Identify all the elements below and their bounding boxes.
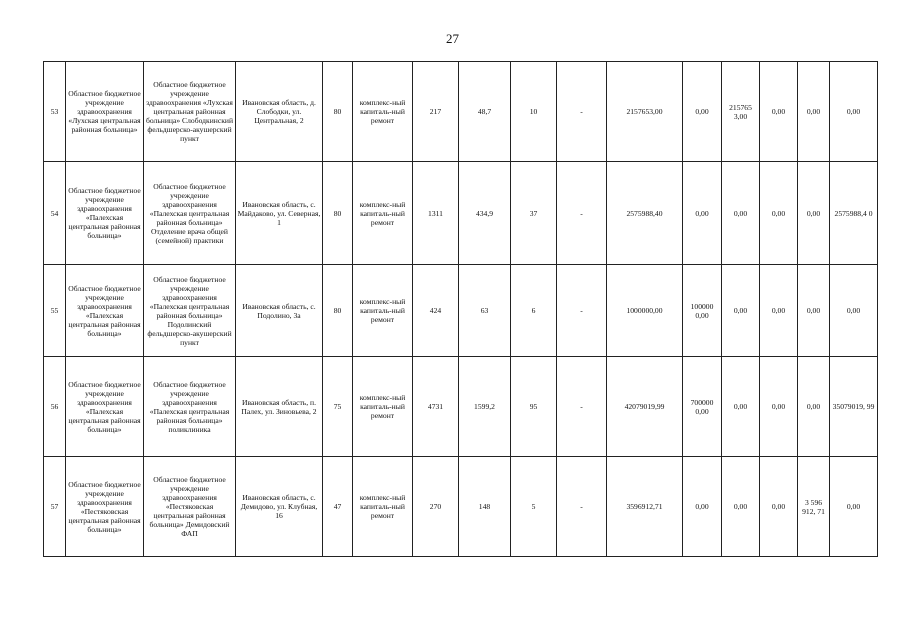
cell-area-2: 148 xyxy=(459,457,511,557)
cell-number: 54 xyxy=(44,162,66,265)
cell-count: 95 xyxy=(511,357,557,457)
cell-address: Ивановская область, с. Майдаково, ул. Северная, 1 xyxy=(236,162,323,265)
cell-fund-2: 0,00 xyxy=(722,357,760,457)
table-row xyxy=(44,357,878,457)
cell-area-2: 48,7 xyxy=(459,62,511,162)
cell-area: 4731 xyxy=(413,357,459,457)
cell-fund-3: 0,00 xyxy=(760,357,798,457)
cell-dash: - xyxy=(557,62,607,162)
cell-owner: Областное бюджетное учреждение здравоохранения «Палехская центральная районная больница» xyxy=(66,357,144,457)
cell-area: 424 xyxy=(413,265,459,357)
cell-area: 1311 xyxy=(413,162,459,265)
cell-fund-1: 0,00 xyxy=(683,457,722,557)
cell-address: Ивановская область, с. Демидово, ул. Клубная, 16 xyxy=(236,457,323,557)
cell-fund-3: 0,00 xyxy=(760,62,798,162)
cell-fund-5: 35079019, 99 xyxy=(830,357,878,457)
cell-count: 37 xyxy=(511,162,557,265)
cell-fund-2: 0,00 xyxy=(722,162,760,265)
cell-dash: - xyxy=(557,457,607,557)
cell-year: 80 xyxy=(323,265,353,357)
cell-dash: - xyxy=(557,357,607,457)
cell-area-2: 434,9 xyxy=(459,162,511,265)
cell-object: Областное бюджетное учреждение здравоохранения «Палехская центральная районная больница» Отделение врача общей (семейной) практики xyxy=(144,162,236,265)
cell-number: 57 xyxy=(44,457,66,557)
cell-fund-1: 100000 0,00 xyxy=(683,265,722,357)
cell-count: 5 xyxy=(511,457,557,557)
cell-address: Ивановская область, с. Подолино, 3а xyxy=(236,265,323,357)
cell-year: 75 xyxy=(323,357,353,457)
cell-total: 42079019,99 xyxy=(607,357,683,457)
registry-table xyxy=(43,61,878,557)
table-row xyxy=(44,162,878,265)
cell-dash: - xyxy=(557,162,607,265)
cell-area-2: 63 xyxy=(459,265,511,357)
cell-object: Областное бюджетное учреждение здравоохранения «Лухская центральная районная больница» Слободкинский фельдшерско-акушерский пункт xyxy=(144,62,236,162)
cell-fund-4: 3 596 912, 71 xyxy=(798,457,830,557)
cell-year: 80 xyxy=(323,62,353,162)
cell-dash: - xyxy=(557,265,607,357)
cell-owner: Областное бюджетное учреждение здравоохранения «Лухская центральная районная больница» xyxy=(66,62,144,162)
cell-address: Ивановская область, д. Слободки, ул. Центральная, 2 xyxy=(236,62,323,162)
cell-work-type: комплекс-ный капиталь-ный ремонт xyxy=(353,457,413,557)
cell-year: 80 xyxy=(323,162,353,265)
cell-number: 53 xyxy=(44,62,66,162)
page-number: 27 xyxy=(446,31,459,46)
cell-fund-4: 0,00 xyxy=(798,357,830,457)
cell-fund-5: 0,00 xyxy=(830,62,878,162)
cell-fund-5: 2575988,4 0 xyxy=(830,162,878,265)
cell-total: 3596912,71 xyxy=(607,457,683,557)
cell-work-type: комплекс-ный капиталь-ный ремонт xyxy=(353,357,413,457)
cell-owner: Областное бюджетное учреждение здравоохранения «Палехская центральная районная больница» xyxy=(66,265,144,357)
cell-owner: Областное бюджетное учреждение здравоохранения «Пестяковская центральная районная больница» xyxy=(66,457,144,557)
cell-year: 47 xyxy=(323,457,353,557)
cell-fund-1: 0,00 xyxy=(683,162,722,265)
cell-number: 56 xyxy=(44,357,66,457)
cell-fund-4: 0,00 xyxy=(798,162,830,265)
cell-total: 1000000,00 xyxy=(607,265,683,357)
cell-number: 55 xyxy=(44,265,66,357)
cell-area: 270 xyxy=(413,457,459,557)
cell-object: Областное бюджетное учреждение здравоохранения «Пестяковская центральная районная больница» Демидовский ФАП xyxy=(144,457,236,557)
cell-count: 6 xyxy=(511,265,557,357)
cell-area: 217 xyxy=(413,62,459,162)
table-row xyxy=(44,457,878,557)
cell-fund-1: 700000 0,00 xyxy=(683,357,722,457)
cell-fund-2: 0,00 xyxy=(722,457,760,557)
cell-fund-5: 0,00 xyxy=(830,265,878,357)
cell-address: Ивановская область, п. Палех, ул. Зиновьева, 2 xyxy=(236,357,323,457)
cell-area-2: 1599,2 xyxy=(459,357,511,457)
cell-fund-4: 0,00 xyxy=(798,265,830,357)
cell-fund-4: 0,00 xyxy=(798,62,830,162)
cell-work-type: комплекс-ный капиталь-ный ремонт xyxy=(353,62,413,162)
cell-fund-2: 215765 3,00 xyxy=(722,62,760,162)
table-row xyxy=(44,265,878,357)
cell-object: Областное бюджетное учреждение здравоохранения «Палехская центральная районная больница» поликлиника xyxy=(144,357,236,457)
cell-total: 2157653,00 xyxy=(607,62,683,162)
cell-total: 2575988,40 xyxy=(607,162,683,265)
cell-fund-3: 0,00 xyxy=(760,162,798,265)
cell-work-type: комплекс-ный капиталь-ный ремонт xyxy=(353,162,413,265)
table-row xyxy=(44,62,878,162)
cell-fund-5: 0,00 xyxy=(830,457,878,557)
cell-work-type: комплекс-ный капиталь-ный ремонт xyxy=(353,265,413,357)
cell-fund-3: 0,00 xyxy=(760,457,798,557)
cell-owner: Областное бюджетное учреждение здравоохранения «Палехская центральная районная больница» xyxy=(66,162,144,265)
cell-fund-2: 0,00 xyxy=(722,265,760,357)
cell-fund-3: 0,00 xyxy=(760,265,798,357)
cell-fund-1: 0,00 xyxy=(683,62,722,162)
cell-object: Областное бюджетное учреждение здравоохранения «Палехская центральная районная больница» Подолинский фельдшерско-акушерский пункт xyxy=(144,265,236,357)
cell-count: 10 xyxy=(511,62,557,162)
